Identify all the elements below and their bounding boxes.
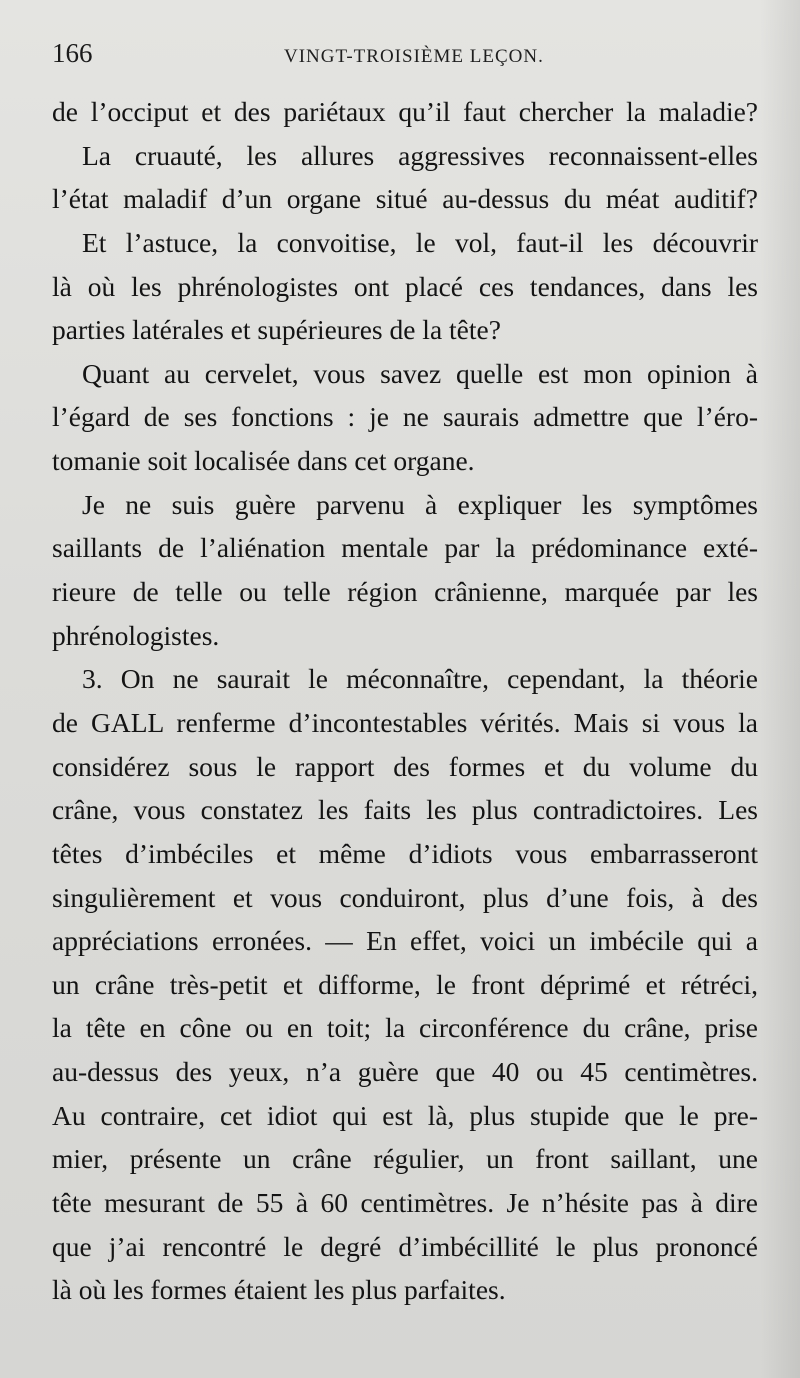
text-line: considérez sous le rapport des formes et du volume du <box>52 750 758 782</box>
text-line: Quant au cervelet, vous savez quelle est mon opinion à <box>82 357 758 389</box>
text-line: Au contraire, cet idiot qui est là, plus stupide que le pre- <box>52 1099 758 1131</box>
page-header <box>52 38 752 78</box>
text-line: que j’ai rencontré le degré d’imbécillité le plus prononcé <box>52 1230 758 1262</box>
text-line: un crâne très-petit et difforme, le front déprimé et rétréci, <box>52 968 758 1000</box>
text-line: Je ne suis guère parvenu à expliquer les symptômes <box>82 488 758 520</box>
page-edge-shadow <box>760 0 800 1378</box>
text-line: crâne, vous constatez les faits les plus contradictoires. Les <box>52 794 758 826</box>
text-line: mier, présente un crâne régulier, un front saillant, une <box>52 1143 758 1175</box>
text-line: têtes d’imbéciles et même d’idiots vous embarrasseront <box>52 837 758 869</box>
text-line: rieure de telle ou telle région crânienne, marquée par les <box>52 576 758 608</box>
text-line: phrénologistes. <box>52 619 220 651</box>
running-head: VINGT-TROISIÈME LEÇON. <box>284 46 544 67</box>
text-line: parties latérales et supérieures de la tête? <box>52 314 501 346</box>
text-line: là où les phrénologistes ont placé ces tendances, dans les <box>52 270 758 302</box>
text-line: l’état maladif d’un organe situé au-dessus du méat auditif? <box>52 183 758 215</box>
text-line: singulièrement et vous conduiront, plus d’une fois, à des <box>52 881 758 913</box>
text-line: appréciations erronées. — En effet, voici un imbécile qui a <box>52 925 758 957</box>
text-line: tête mesurant de 55 à 60 centimètres. Je n’hésite pas à dire <box>52 1187 758 1219</box>
text-line: de l’occiput et des pariétaux qu’il faut chercher la maladie? <box>52 96 758 127</box>
text-line: au-dessus des yeux, n’a guère que 40 ou 45 centimètres. <box>52 1056 758 1088</box>
text-line: là où les formes étaient les plus parfaites. <box>52 1274 506 1306</box>
text-line: 3. On ne saurait le méconnaître, cependant, la théorie <box>82 663 758 695</box>
text-line: tomanie soit localisée dans cet organe. <box>52 445 475 477</box>
body-text <box>52 90 758 1312</box>
text-line: la tête en cône ou en toit; la circonférence du crâne, prise <box>52 1012 758 1044</box>
page-number: 166 <box>52 38 93 68</box>
text-line: l’égard de ses fonctions : je ne saurais admettre que l’éro- <box>52 401 758 433</box>
text-line: Et l’astuce, la convoitise, le vol, faut-il les découvrir <box>82 226 758 258</box>
text-line: de GALL renferme d’incontestables vérités. Mais si vous la <box>52 706 758 738</box>
text-line: saillants de l’aliénation mentale par la prédominance exté- <box>52 532 758 564</box>
text-line: La cruauté, les allures aggressives reconnaissent-elles <box>82 139 758 171</box>
